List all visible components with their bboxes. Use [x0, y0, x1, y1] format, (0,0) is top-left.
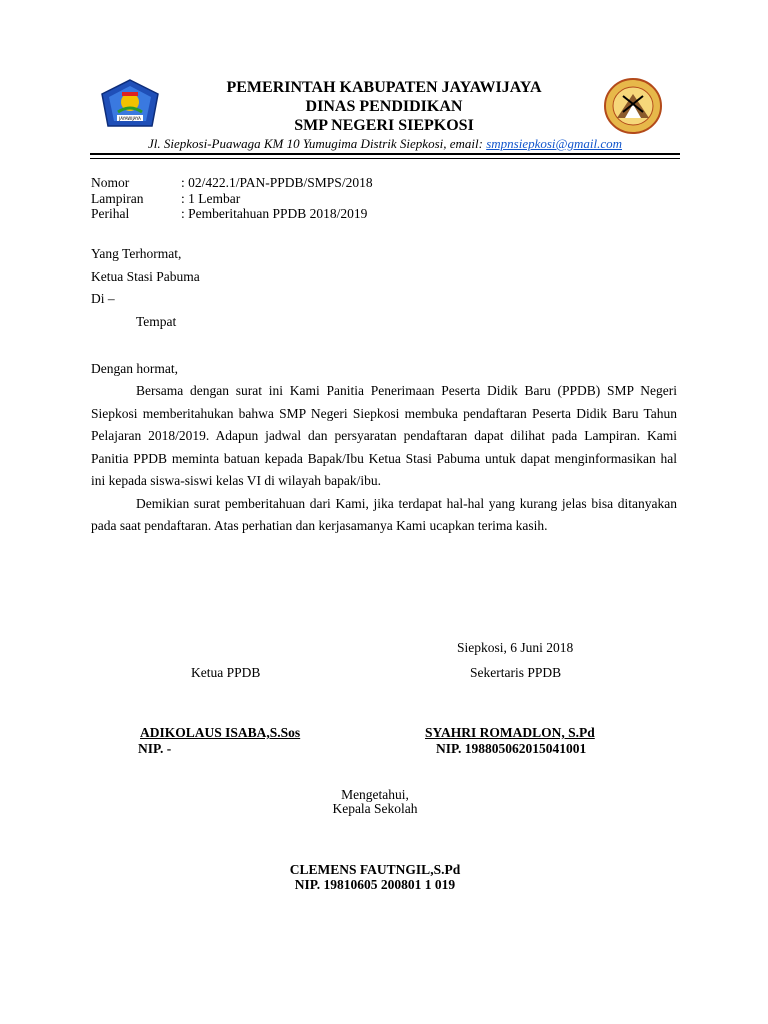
- left-signer-name: ADIKOLAUS ISABA,S.Sos: [140, 725, 301, 740]
- meta-perihal: [91, 206, 491, 222]
- email-link[interactable]: smpnsiepkosi@gmail.com: [486, 136, 623, 151]
- meta-perihal-value: : Pemberitahuan PPDB 2018/2019: [181, 206, 368, 221]
- meta-perihal-label: Perihal: [91, 206, 130, 221]
- place-date: Siepkosi, 6 Juni 2018: [457, 640, 574, 655]
- meta-lampiran: [91, 191, 491, 207]
- school-seal-icon: [603, 78, 663, 134]
- body-paragraph-2: Demikian surat pemberitahuan dari Kami, jika terdapat hal-hal yang kurang jelas bisa ditanyakan pada saat pendaftaran. Atas perhatian dan kerjasamanya Kami ucapkan terima kasih.: [91, 495, 677, 533]
- regency-emblem-icon: [100, 78, 160, 130]
- letterhead-divider-thin: [90, 158, 680, 159]
- letterhead-line-3: SMP NEGERI SIEPKOSI: [294, 117, 474, 134]
- letterhead-address: [90, 136, 680, 152]
- emblem-label: JAYAWIJAYA: [119, 116, 141, 121]
- recipient-greeting: Yang Terhormat,: [91, 246, 182, 261]
- letterhead-line-2: DINAS PENDIDIKAN: [305, 98, 463, 115]
- letter-body: [91, 380, 677, 538]
- meta-nomor-value: : 02/422.1/PAN-PPDB/SMPS/2018: [181, 175, 373, 190]
- opening-salutation: Dengan hormat,: [91, 361, 178, 376]
- recipient-place: Tempat: [136, 314, 177, 329]
- meta-nomor-label: Nomor: [91, 175, 130, 190]
- right-signer-name: SYAHRI ROMADLON, S.Pd: [425, 725, 595, 740]
- headmaster-name: CLEMENS FAUTNGIL,S.Pd: [289, 862, 461, 877]
- left-signer-role: Ketua PPDB: [191, 665, 261, 680]
- right-signer-role: Sekertaris PPDB: [470, 665, 562, 680]
- headmaster-role: Kepala Sekolah: [332, 801, 418, 816]
- recipient-name: Ketua Stasi Pabuma: [91, 269, 200, 284]
- meta-lampiran-value: : 1 Lembar: [181, 191, 241, 206]
- letterhead-line-1: PEMERINTAH KABUPATEN JAYAWIJAYA: [226, 79, 542, 96]
- headmaster-nip: NIP. 19810605 200801 1 019: [294, 877, 456, 892]
- body-paragraph-1: Bersama dengan surat ini Kami Panitia Penerimaan Peserta Didik Baru (PPDB) SMP Negeri Siepkosi memberitahukan bahwa SMP Negeri Siepkosi membuka pendaftaran Peserta Didik Baru Tahun Pelajaran 2018/2019. Adapun jadwal dan persyaratan pendaftaran dapat dilihat pada Lampiran. Kami Panitia PPDB meminta batuan kepada Bapak/Ibu Ketua Stasi Pabuma untuk dapat menginformasikan hal ini kepada siswa-siswi kelas VI di wilayah bapak/ibu.: [91, 383, 677, 488]
- right-signer-nip: NIP. 198805062015041001: [436, 741, 587, 756]
- meta-nomor: [91, 175, 491, 191]
- recipient-di: Di –: [91, 291, 115, 306]
- left-signer-nip: NIP. -: [138, 741, 172, 756]
- acknowledgement: Mengetahui,: [341, 787, 409, 802]
- address-text: Jl. Siepkosi-Puawaga KM 10 Yumugima Distrik Siepkosi, email:: [147, 136, 487, 151]
- letterhead-divider-thick: [90, 153, 680, 155]
- meta-lampiran-label: Lampiran: [91, 191, 144, 206]
